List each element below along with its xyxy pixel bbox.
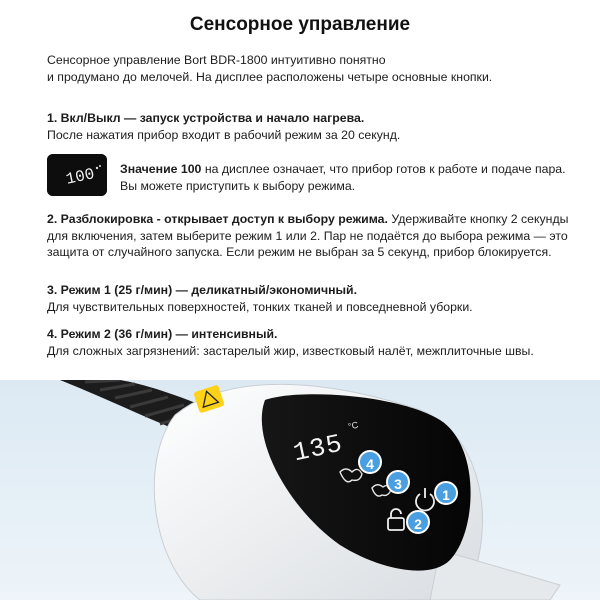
device-display-unit: °C (347, 419, 360, 432)
intro-paragraph (47, 52, 577, 85)
section-mode-1-heading: 3. Режим 1 (25 г/мин) — деликатный/экономичный. (47, 283, 358, 297)
badge-3: 3 (386, 470, 410, 494)
badge-1: 1 (434, 481, 458, 505)
section-power-heading: 1. Вкл/Выкл — запуск устройства и начало нагрева. (47, 111, 365, 125)
section-mode-2 (47, 326, 577, 359)
device-display-value: 135 (290, 428, 346, 469)
section-mode-1 (47, 282, 577, 315)
device-photo (0, 380, 600, 600)
note-text: на дисплее означает, что прибор готов к работе и подаче пара. Вы можете приступить к выбору режима. (120, 162, 566, 193)
display-thumbnail (47, 154, 107, 196)
section-mode-2-heading: 4. Режим 2 (36 г/мин) — интенсивный. (47, 327, 278, 341)
section-unlock-heading: 2. Разблокировка - открывает доступ к выбору режима. (47, 212, 388, 226)
section-mode-1-text: Для чувствительных поверхностей, тонких тканей и повседневной уборки. (47, 299, 473, 314)
intro-line-1: Сенсорное управление Bort BDR-1800 интуитивно понятно (47, 53, 386, 67)
section-power-note (120, 161, 570, 194)
badge-4: 4 (358, 450, 382, 474)
badge-2: 2 (406, 510, 430, 534)
intro-line-2: и продумано до мелочей. На дисплее расположены четыре основные кнопки. (47, 69, 493, 84)
page-title: Сенсорное управление (189, 14, 411, 35)
section-mode-2-text: Для сложных загрязнений: застарелый жир, известковый налёт, межплиточные швы. (47, 343, 534, 358)
section-power (47, 110, 577, 143)
section-unlock-text: Удерживайте кнопку 2 секунды для включения, затем выберите режим 1 или 2. Пар не подаётся до выбора режима — это защита от случайного запуска. Если режим не выбран за 5 секунд, прибор блокируется. (47, 212, 569, 259)
display-thumbnail-value: 100 (64, 165, 97, 189)
section-unlock (47, 211, 577, 261)
note-bold: Значение 100 (120, 162, 202, 176)
section-power-text: После нажатия прибор входит в рабочий режим за 20 секунд. (47, 127, 401, 142)
